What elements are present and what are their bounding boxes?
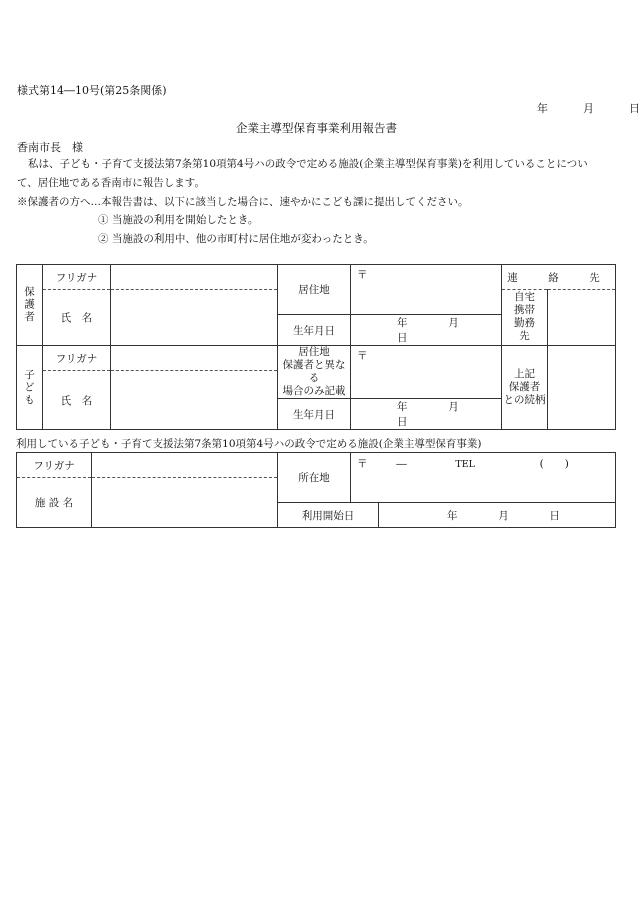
facility-table [16,452,616,528]
child-birthdate-input[interactable] [351,399,502,430]
condition-item-2: ② 当施設の利用中、他の市町村に居住地が変わったとき。 [98,233,374,245]
form-number: 様式第14―10号(第25条関係) [17,84,167,97]
guardian-note: ※保護者の方へ…本報告書は、以下に該当した場合に、速やかにこども課に提出してください。 [17,196,469,208]
contact-work-label-2: 先 [519,330,530,342]
relation-label [502,346,548,430]
start-date-label: 利用開始日 [278,503,379,528]
facility-location-label: 所在地 [278,453,351,503]
start-date-input[interactable] [379,503,616,528]
facility-furigana-input[interactable] [92,453,278,478]
facility-section-heading: 利用している子ども・子育て支援法第7条第10項第4号ハの政令で定める施設(企業主導型保育事業) [16,438,482,450]
contact-home-label: 自宅 [514,291,535,303]
child-label-cell [17,346,43,430]
guardian-birthdate-input[interactable] [351,315,502,346]
facility-furigana-label: フリガナ [17,453,92,478]
child-birth-month: 月 [448,401,459,413]
child-postal-mark: 〒 [357,350,368,362]
facility-postal-mark: 〒 [357,458,368,470]
facility-tel-paren: ( ) [539,458,569,470]
facility-name-label: 施 設 名 [17,478,92,528]
relation-label-1: 上記 [514,368,535,380]
body-text-line1: 私は、子ども・子育て支援法第7条第10項第4号ハの政令で定める施設(企業主導型保育事業)を利用していることについ [28,158,588,170]
child-address-label-1: 居住地 [298,346,330,358]
guardian-birth-year: 年 [397,317,408,329]
facility-location-input[interactable] [351,453,616,503]
postal-mark: 〒 [357,269,368,281]
body-text-line2: て、居住地である香南市に報告します。 [17,177,205,189]
guardian-child-table [16,264,616,430]
guardian-name-input[interactable] [111,290,278,346]
condition-item-1: ① 当施設の利用を開始したとき。 [98,214,259,226]
child-furigana-label: フリガナ [43,346,111,371]
date-year-label: 年 [537,102,548,115]
start-year: 年 [447,509,458,522]
guardian-birth-day: 日 [397,332,408,344]
start-month: 月 [498,509,509,522]
child-birth-year: 年 [397,401,408,413]
facility-name-input[interactable] [92,478,278,528]
facility-tel-label: TEL [455,459,475,470]
guardian-name-label: 氏 名 [43,290,111,346]
child-birthdate-label: 生年月日 [278,399,351,430]
contact-values-input[interactable] [548,290,616,346]
guardian-birth-month: 月 [448,317,459,329]
start-day: 日 [549,509,560,522]
relation-label-2: 保護者 [508,381,541,393]
guardian-label: 保護者 [23,286,35,324]
contact-work-label-1: 勤務 [514,317,535,329]
addressee: 香南市長 様 [17,141,83,154]
guardian-label-cell [17,265,43,346]
child-name-input[interactable] [111,371,278,430]
guardian-birthdate-label: 生年月日 [278,315,351,346]
date-line [537,100,640,116]
child-address-input[interactable] [351,346,502,399]
child-address-label [278,346,351,399]
child-furigana-input[interactable] [111,346,278,371]
guardian-furigana-label: フリガナ [43,265,111,290]
document-title: 企業主導型保育事業利用報告書 [236,121,397,135]
child-label: 子ども [23,368,35,407]
child-name-label: 氏 名 [43,371,111,430]
child-address-label-2: 保護者と異なる [282,359,346,384]
relation-label-3: との続柄 [503,394,546,406]
date-day-label: 日 [629,102,640,115]
contact-mobile-label: 携帯 [514,304,535,316]
facility-postal-dash: ― [396,458,407,470]
guardian-address-input[interactable] [351,265,502,315]
contact-header: 連 絡 先 [502,265,616,290]
child-address-label-3: 場合のみ記載 [282,385,346,397]
contact-type-labels [502,290,548,346]
guardian-furigana-input[interactable] [111,265,278,290]
date-month-label: 月 [583,102,594,115]
child-birth-day: 日 [397,416,408,428]
guardian-address-label: 居住地 [278,265,351,315]
relation-input[interactable] [548,346,616,430]
